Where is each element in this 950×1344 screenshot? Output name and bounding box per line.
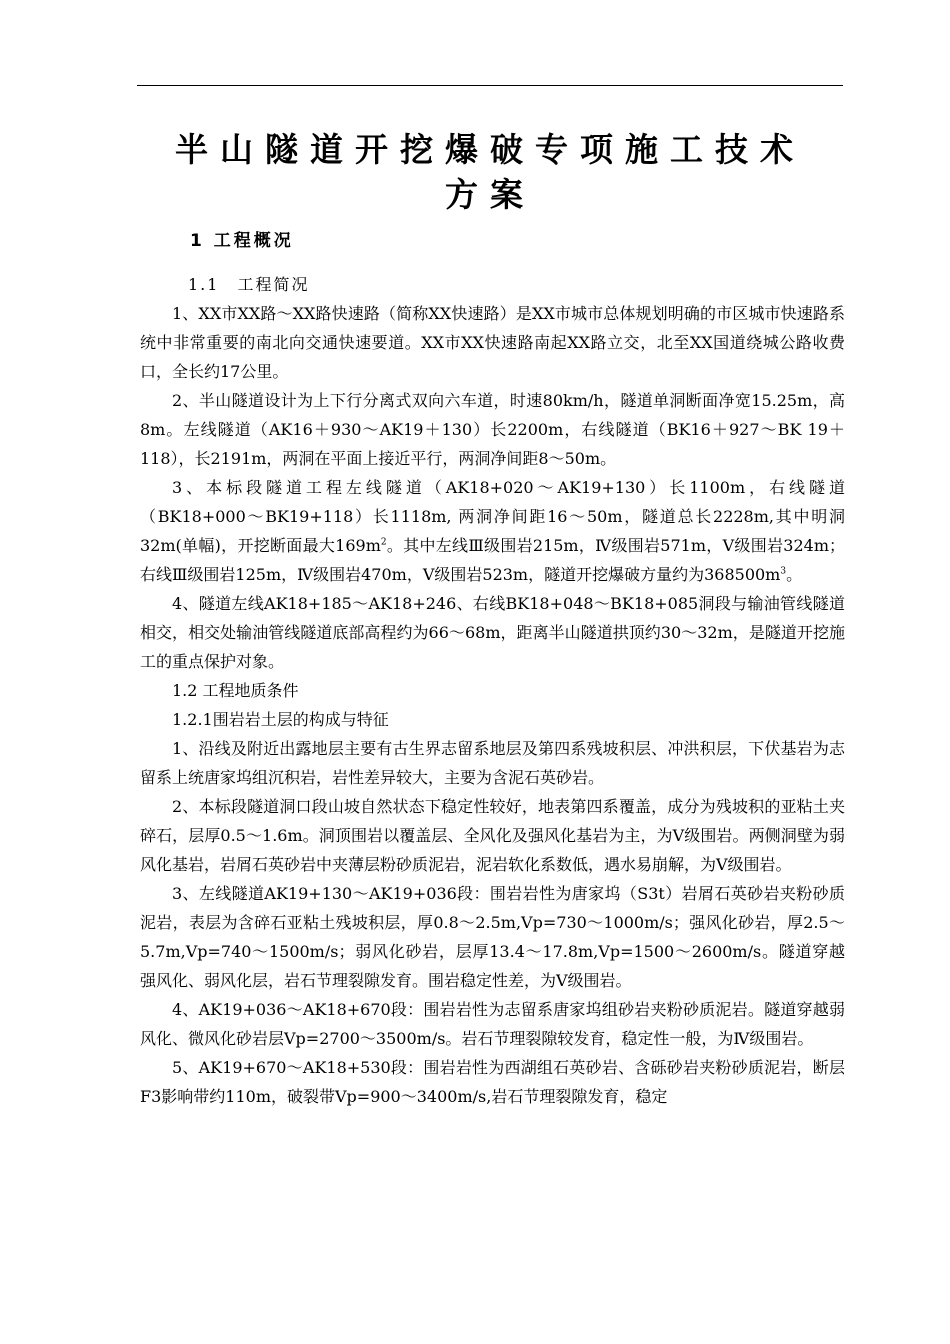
geology-paragraph-1: 1、沿线及附近出露地层主要有古生界志留系地层及第四系残坡积层、冲洪积层，下伏基岩为志留系上统唐家坞组沉积岩，岩性差异较大，主要为含泥石英砂岩。	[140, 739, 845, 787]
section-heading-1: 1 工程概况	[190, 231, 294, 251]
document-title-line-1: 半山隧道开挖爆破专项施工技术	[175, 130, 805, 169]
geology-paragraph-4: 4、AK19+036～AK18+670段：围岩岩性为志留系唐家坞组砂岩夹粉砂质泥岩。隧道穿越弱风化、微风化砂岩层Vp=2700～3500m/s。岩石节理裂隙较发育，稳定性一般，为Ⅳ级围岩。	[140, 1000, 845, 1048]
paragraph-3-end: 。	[786, 565, 803, 584]
subheading-1-1: 1.1 工程简况	[188, 275, 310, 294]
superscript-3: 3	[780, 566, 787, 577]
superscript-2: 2	[380, 537, 387, 548]
paragraph-2: 2、半山隧道设计为上下行分离式双向六车道，时速80km/h，隧道单洞断面净宽15.25m，高8m。左线隧道（AK16＋930～AK19＋130）长2200m，右线隧道（BK16＋927～BK 19＋118），长2191m，两洞在平面上接近平行，两洞净间距8～50m。	[140, 391, 845, 468]
paragraph-3-mid: 。其中左线Ⅲ级围岩215m，Ⅳ级围岩571m，Ⅴ级围岩324m；右线Ⅲ级围岩125m，Ⅳ级围岩470m，Ⅴ级围岩523m，隧道开挖爆破方量约为368500m	[140, 536, 845, 584]
subheading-1-2-1: 1.2.1围岩岩土层的构成与特征	[172, 710, 389, 729]
paragraph-4: 4、隧道左线AK18+185～AK18+246、右线BK18+048～BK18+085洞段与输油管线隧道相交，相交处输油管线隧道底部高程约为66～68m，距离半山隧道拱顶约30～32m，是隧道开挖施工的重点保护对象。	[140, 594, 845, 671]
paragraph-1: 1、XX市XX路～XX路快速路（简称XX快速路）是XX市城市总体规划明确的市区城市快速路系统中非常重要的南北向交通快速要道。XX市XX快速路南起XX路立交，北至XX国道绕城公路收费 口，全长约17公里。	[140, 304, 845, 381]
header-rule	[137, 85, 843, 86]
paragraph-3-main: 3、本标段隧道工程左线隧道（AK18+020～AK19+130）长1100m，右线隧道（BK18+000～BK19+118）长1118m, 两洞净间距16～50m，隧道总长2228m,其中明洞32m(单幅)，开挖断面最大169m	[140, 478, 845, 555]
paragraph-3	[140, 473, 845, 589]
subheading-1-2: 1.2 工程地质条件	[172, 681, 299, 700]
document-title-line-2: 方案	[445, 175, 535, 214]
geology-paragraph-2: 2、本标段隧道洞口段山坡自然状态下稳定性较好，地表第四系覆盖，成分为残坡积的亚粘土夹碎石，层厚0.5～1.6m。洞顶围岩以覆盖层、全风化及强风化基岩为主，为Ⅴ级围岩。两侧洞壁为弱风化基岩，岩屑石英砂岩中夹薄层粉砂质泥岩，泥岩软化系数低，遇水易崩解，为Ⅴ级围岩。	[140, 797, 845, 874]
geology-paragraph-5: 5、AK19+670～AK18+530段：围岩岩性为西湖组石英砂岩、含砾砂岩夹粉砂质泥岩，断层F3影响带约110m，破裂带Vp=900～3400m/s,岩石节理裂隙发育，稳定	[140, 1058, 845, 1106]
document-body	[140, 270, 845, 1111]
geology-paragraph-3: 3、左线隧道AK19+130～AK19+036段：围岩岩性为唐家坞（S3t）岩屑石英砂岩夹粉砂质泥岩，表层为含碎石亚粘土残坡积层，厚0.8～2.5m,Vp=730～1000m/s；强风化砂岩，厚2.5～5.7m,Vp=740～1500m/s；弱风化砂岩，层厚13.4～17.8m,Vp=1500～2600m/s。隧道穿越强风化、弱风化层，岩石节理裂隙发育。围岩稳定性差，为Ⅴ级围岩。	[140, 884, 845, 990]
